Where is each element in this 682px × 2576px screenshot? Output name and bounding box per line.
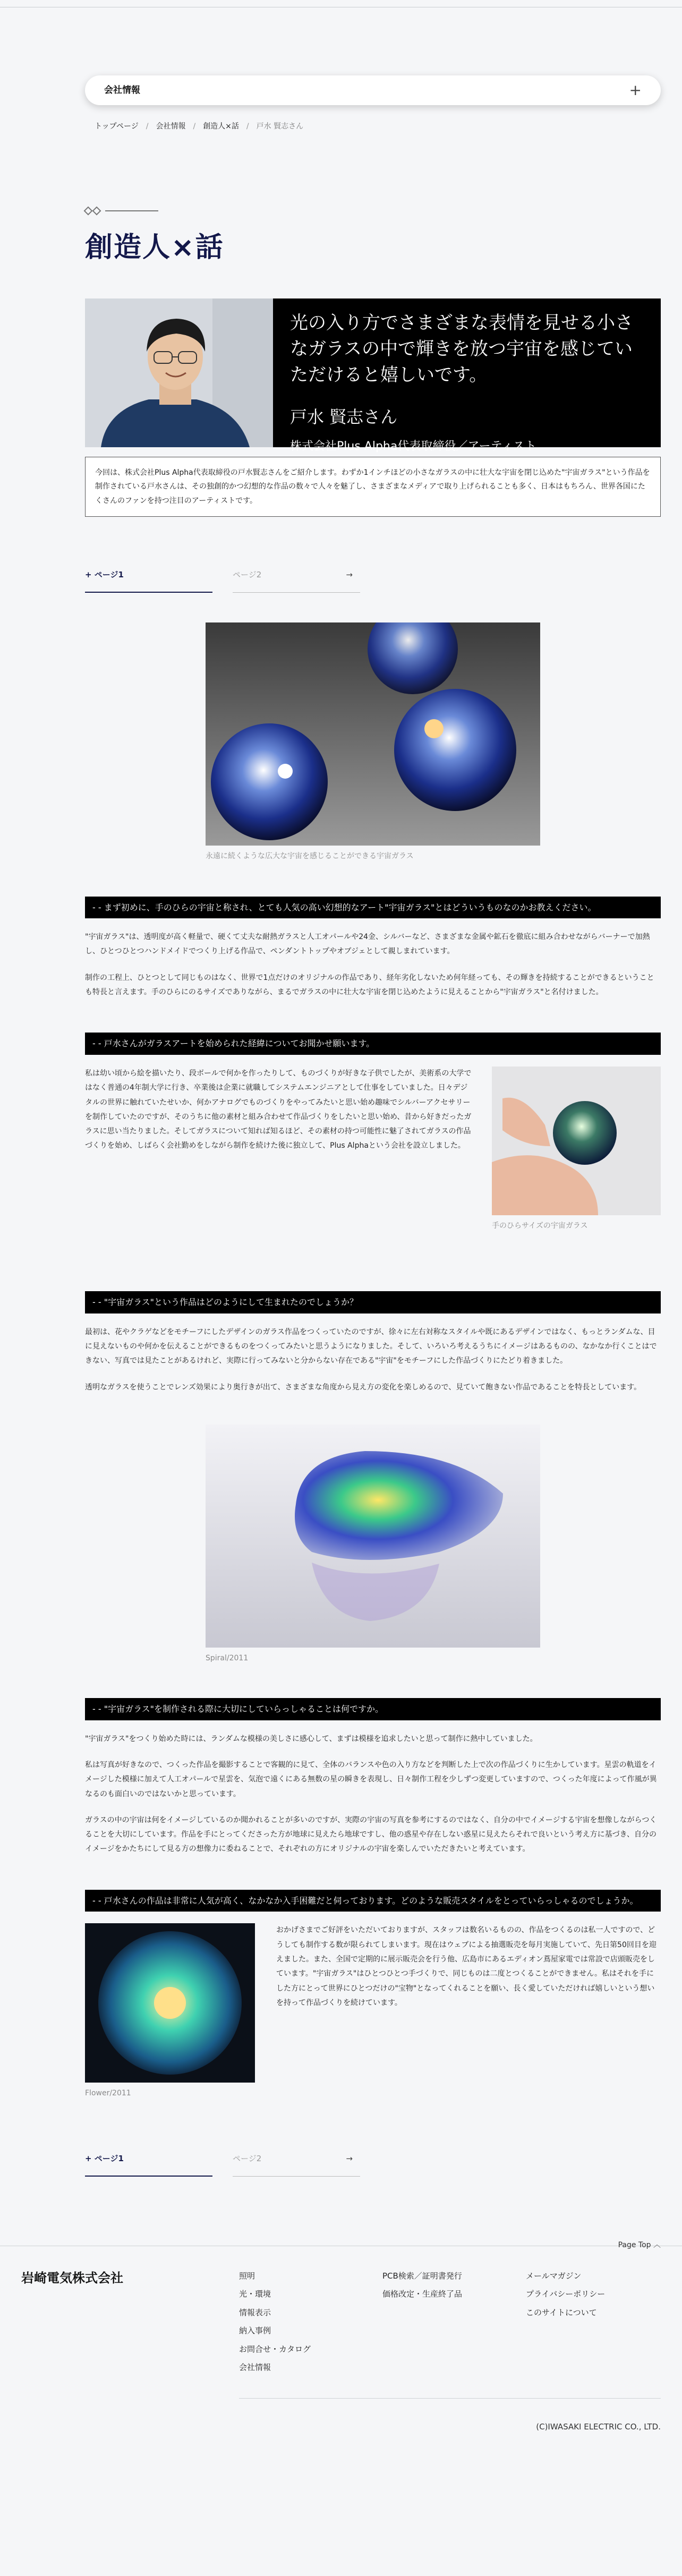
hero-name: 戸水 賢志さん [290, 407, 398, 428]
footer-link[interactable]: このサイトについて [526, 2307, 597, 2317]
flower-image [85, 1923, 255, 2083]
intro-box: 今回は、株式会社Plus Alpha代表取締役の戸水賢志さんをご紹介します。わずか1インチほどの小さなガラスの中に壮大な宇宙を閉じ込めた"宇宙ガラス"という作品を制作されている戸水さんは、その独創的かつ幻想的な作品の数々で人々を魅了し、さまざまなメディアで取り上げられることも多く、日本はもちろん、世界各国にたくさんのファンを持つ注目のアーティストです。 [85, 457, 661, 517]
figure-caption: 永遠に続くような広大な宇宙を感じることができる宇宙ガラス [206, 852, 414, 861]
footer-col-2 [382, 2267, 526, 2377]
footer-link[interactable]: 光・環境 [239, 2289, 271, 2299]
company-logo[interactable]: 岩崎電気株式会社 [21, 2270, 123, 2285]
figure-caption: 手のひらサイズの宇宙ガラス [492, 1221, 588, 1230]
section-heading: - - "宇宙ガラス"を制作される際に大切にしていらっしゃることは何ですか。 [85, 1698, 661, 1720]
footer-link[interactable]: 価格改定・生産終了品 [382, 2289, 463, 2299]
company-info-menu[interactable] [85, 75, 661, 105]
breadcrumb-separator: / [193, 122, 196, 131]
breadcrumb-company[interactable]: 会社情報 [156, 122, 186, 131]
footer-link[interactable]: 照明 [239, 2271, 255, 2281]
pager-top [85, 568, 661, 593]
page-1-link[interactable]: + ページ1 [85, 568, 212, 593]
figure-hand-glass [492, 1067, 661, 1233]
diamond-icon [92, 207, 101, 216]
paragraph: "宇宙ガラス"は、透明度が高く軽量で、硬くて丈夫な耐熱ガラスと人工オパールや24金、シルバーなど、さまざまな金属や鉱石を徹底に組み合わせながらバーナーで加熱し、ひとつひとつハンドメイドでつくり上げる作品で、ペンダントトップやオブジェとして親しまれています。 [85, 933, 650, 956]
breadcrumb-top[interactable]: トップページ [95, 122, 139, 131]
hero-text-panel [273, 298, 661, 454]
section-heading: - - まず初めに、手のひらの宇宙と称され、とても人気の高い幻想的なアート"宇宙ガラス"とはどういうものなのかお教えください。 [85, 897, 661, 919]
figure-spiral [206, 1425, 540, 1665]
portrait-image [85, 298, 273, 447]
copyright: (C)IWASAKI ELECTRIC CO., LTD. [536, 2421, 661, 2432]
decoration-line [105, 210, 158, 211]
breadcrumb-series[interactable]: 創造人×話 [203, 122, 239, 131]
footer-link[interactable]: 情報表示 [239, 2307, 271, 2317]
footer-link[interactable]: 会社情報 [239, 2362, 271, 2373]
hero-quote: 光の入り方でさまざまな表情を見せる小さなガラスの中で輝きを放つ宇宙を感じていただけると嬉しいです。 [290, 312, 633, 386]
paragraph: 私は写真が好きなので、つくった作品を撮影することで客観的に見て、全体のバランスや色の入り方などを判断した上で次の作品づくりに生かしています。星雲の軌道をイメージした模様に加えて人工オパールで星雲を、気泡で遠くにある無数の星の瞬きを表現し、日々制作工程を少しずつ変更していますので、つくった年度によって作風が異なるのも面白いのではないかと思っています。 [85, 1760, 657, 1798]
footer-col-1 [239, 2267, 382, 2377]
chevron-up-icon: ︿ [653, 2240, 661, 2249]
hero [85, 298, 661, 454]
page-top-label: Page Top [618, 2240, 651, 2249]
footer-link[interactable]: PCB検索／証明書発行 [382, 2271, 462, 2281]
paragraph: 最初は、花やクラゲなどをモチーフにしたデザインのガラス作品をつくっていたのですが、徐々に左右対称なスタイルや既にあるデザインではなく、もっとランダムな、目に見えないものや何かを伝えることができるものをつくってみたいと思うようになりました。そして、いろいろ考えるうちにイメージはあるものの、なかなか行くことはできない、写真では見たことがあるけれど、実際に行ってみないと分からない存在である"宇宙"をモチーフにした作品づくりにたどり着きました。 [85, 1327, 657, 1366]
diamond-icon [84, 207, 93, 216]
figure-caption: Flower/2011 [85, 2089, 131, 2098]
page-2-link[interactable] [233, 2152, 360, 2177]
arrow-right-icon: → [346, 570, 353, 580]
page-2-label: ページ2 [233, 570, 262, 580]
breadcrumb [95, 120, 682, 133]
footer-bottom-divider [239, 2398, 661, 2399]
footer-col-3 [526, 2267, 669, 2377]
breadcrumb-separator: / [246, 122, 249, 131]
section-heading: - - 戸水さんがガラスアートを始められた経緯についてお聞かせ願います。 [85, 1033, 661, 1055]
space-glass-image [206, 622, 540, 846]
section-2-body [85, 1067, 661, 1233]
page-1-label: ページ1 [94, 2153, 124, 2163]
paragraph: "宇宙ガラス"をつくり始めた時には、ランダムな模様の美しさに感心して、まずは模様を追求したいと思って制作に熱中していました。 [85, 1734, 538, 1743]
title-decoration [85, 208, 661, 214]
paragraph: おかげさまでご好評をいただいておりますが、スタッフは数名いるものの、作品をつくるのは私一人ですので、どうしても制作する数が限られてしまいます。現在はウェブによる抽選販売を毎月実施していて、先日第50回目を迎えました。また、全国で定期的に展示販売会を行う他、広島市にあるエディオン蔦屋家電では常設で店頭販売をしています。"宇宙ガラス"はひとつひとつ手づくりで、同じものは二度とつくることができません。私はそれを手にした方にとって世界にひとつだけの"宝物"となってくれることを願い、長く愛していただければ嬉しいという想いを持って作品づくりを続けています。 [276, 1926, 657, 2007]
page-1-label: ページ1 [94, 570, 124, 580]
hero-role: 株式会社Plus Alpha代表取締役／アーティスト [290, 440, 536, 454]
footer-link[interactable]: お問合せ・カタログ [239, 2344, 311, 2354]
paragraph: ガラスの中の宇宙は何をイメージしているのか聞かれることが多いのですが、実際の宇宙の写真を参考にするのではなく、自分の中でイメージする宇宙を想像しながらつくることを大切にしています。作品を手にとってくださった方が地球に見えたら地球ですし、他の惑星や存在しない惑星に見えたらそれで良いという考え方に基づき、自分のイメージをかたちにして見る方の想像力に委ねることで、それぞれの方にオリジナルの宇宙を楽しんでいただきたいと考えています。 [85, 1815, 657, 1854]
footer-link[interactable]: メールマガジン [526, 2271, 582, 2281]
paragraph: 制作の工程上、ひとつとして同じものはなく、世界で1点だけのオリジナルの作品であり、経年劣化しないため何年経っても、その輝きを持続することができるということも特長と言えます。手のひらにのるサイズでありながら、まるでガラスの中に壮大な宇宙を閉じ込めたように見えることから"宇宙ガラス"と名付けました。 [85, 973, 654, 997]
menu-label: 会社情報 [104, 84, 140, 96]
page-2-link[interactable] [233, 568, 360, 593]
page-1-link[interactable]: + ページ1 [85, 2152, 212, 2177]
paragraph: 私は幼い頃から絵を描いたり、段ボールで何かを作ったりして、ものづくりが好きな子供でしたが、美術系の大学ではなく普通の4年制大学に行き、卒業後は企業に就職してシステムエンジニアとして仕事をしていました。日々デジタルの世界に触れていたせいか、何かアナログでものづくりをやってみたいと思い始め趣味でシルバーアクセサリーを制作していたのですが、そのうちに他の素材と組み合わせて作品づくりをしたいと思い始め、昔から好きだったガラスに思い当たりました。そしてガラスについて知れば知るほど、その素材の持つ可能性に魅了されてガラスの作品づくりを始め、しばらく会社勤めをしながら制作を続けた後に独立して、Plus Alphaという会社を設立しました。 [85, 1069, 472, 1150]
footer [0, 2252, 682, 2377]
figure-space-glass [206, 622, 540, 863]
breadcrumb-current: 戸水 賢志さん [256, 122, 304, 131]
plus-icon[interactable]: + [629, 81, 642, 99]
main-content [85, 208, 661, 2176]
top-divider [0, 0, 682, 7]
footer-link[interactable]: 納入事例 [239, 2326, 271, 2336]
footer-link[interactable]: プライバシーポリシー [526, 2289, 606, 2299]
figure-flower [85, 1923, 255, 2100]
page-title: 創造人×話 [85, 232, 224, 264]
paragraph: 透明なガラスを使うことでレンズ効果により奥行きが出て、さまざまな角度から見え方の変化を楽しめるので、見ていて飽きない作品であることを特長としています。 [85, 1383, 642, 1392]
figure-caption: Spiral/2011 [206, 1653, 249, 1662]
breadcrumb-separator: / [146, 122, 149, 131]
page-2-label: ページ2 [233, 2153, 262, 2163]
section-heading: - - "宇宙ガラス"という作品はどのようにして生まれたのでしょうか？ [85, 1291, 661, 1313]
spiral-image [206, 1425, 540, 1648]
pager-bottom [85, 2152, 661, 2177]
section-heading: - - 戸水さんの作品は非常に人気が高く、なかなか入手困難だと伺っております。どのような販売スタイルをとっていらっしゃるのでしょうか。 [85, 1890, 661, 1912]
page-top-link[interactable] [0, 2239, 661, 2252]
arrow-right-icon: → [346, 2153, 353, 2163]
hand-glass-image [492, 1067, 661, 1215]
section-5-body [85, 1923, 661, 2100]
